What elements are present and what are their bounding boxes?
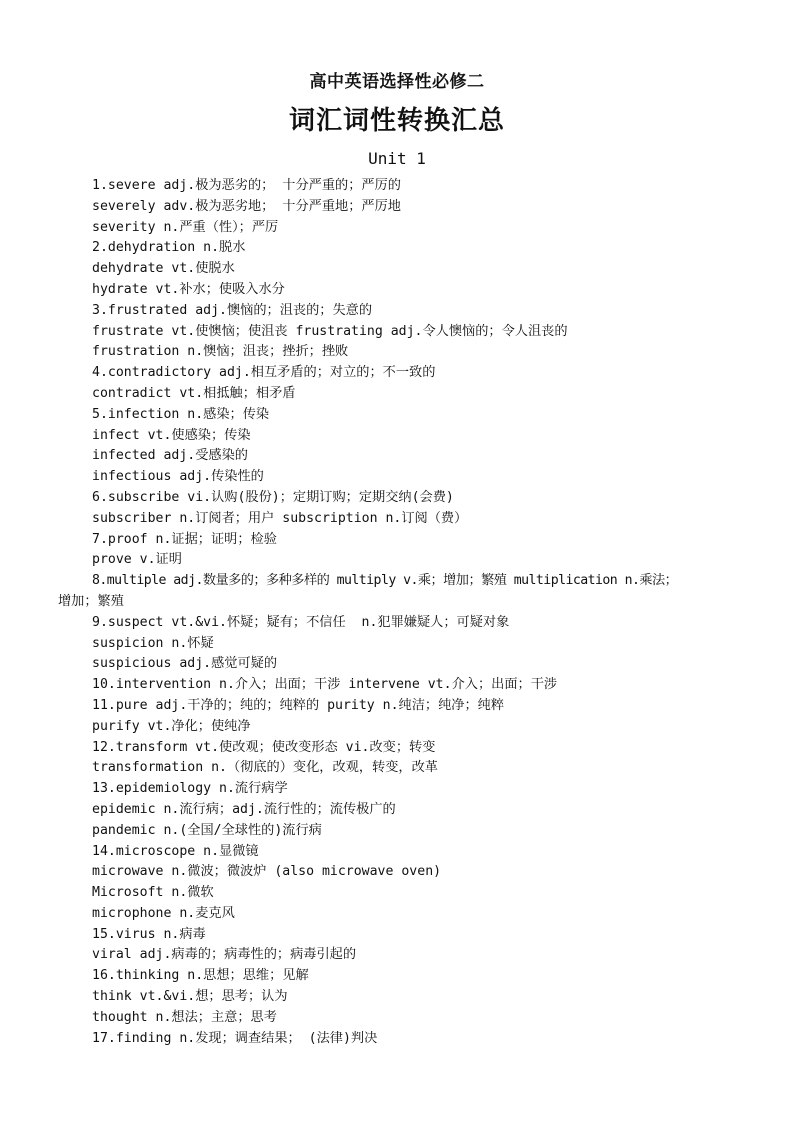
vocab-line: 4.contradictory adj.相互矛盾的；对立的；不一致的: [92, 365, 436, 381]
vocab-line: 12.transform vt.使改观；使改变形态 vi.改变；转变: [92, 739, 436, 755]
vocab-line: suspicious adj.感觉可疑的: [92, 656, 278, 672]
vocab-line: epidemic n.流行病；adj.流行性的；流传极广的: [92, 801, 396, 817]
vocab-line: microphone n.麦克风: [92, 905, 235, 921]
vocab-line: infect vt.使感染；传染: [92, 427, 251, 443]
vocab-line: 1.severe adj.极为恶劣的； 十分严重的；严厉的: [92, 178, 401, 193]
vocab-line: 5.infection n.感染；传染: [92, 406, 270, 422]
vocab-line: 17.finding n.发现；调查结果； (法律)判决: [92, 1030, 378, 1046]
vocab-line: pandemic n.(全国/全球性的)流行病: [92, 822, 322, 838]
vocab-line: 13.epidemiology n.流行病学: [92, 781, 288, 797]
vocab-line: 15.virus n.病毒: [92, 926, 206, 942]
vocab-line: frustration n.懊恼；沮丧；挫折；挫败: [92, 344, 349, 360]
vocab-line: contradict vt.相抵触；相矛盾: [92, 385, 296, 401]
vocab-line: severely adv.极为恶劣地； 十分严重地；严厉地: [92, 198, 401, 214]
vocab-line: 6.subscribe vi.认购(股份)；定期订购；定期交纳(会费): [92, 489, 454, 505]
vocab-line: 2.dehydration n.脱水: [92, 240, 246, 256]
vocab-line: 7.proof n.证据；证明；检验: [92, 531, 277, 547]
vocab-line: think vt.&vi.想；思考；认为: [92, 989, 288, 1005]
unit-heading: Unit 1: [368, 149, 426, 168]
vocab-line: prove v.证明: [92, 552, 182, 568]
vocab-line: severity n.严重（性）；严厉: [92, 219, 279, 235]
vocab-line: infected adj.受感染的: [92, 448, 248, 464]
vocab-line: 16.thinking n.思想；思维；见解: [92, 968, 309, 984]
vocab-line: viral adj.病毒的；病毒性的；病毒引起的: [92, 947, 357, 963]
document-subtitle: 高中英语选择性必修二: [309, 72, 485, 92]
vocab-line: Microsoft n.微软: [92, 885, 214, 901]
document-title: 词汇词性转换汇总: [288, 106, 505, 136]
vocab-line: dehydrate vt.使脱水: [92, 261, 235, 277]
vocab-line: 3.frustrated adj.懊恼的；沮丧的；失意的: [92, 302, 373, 318]
vocabulary-list: [0, 176, 794, 1049]
vocab-line: suspicion n.怀疑: [92, 635, 214, 651]
vocab-line: microwave n.微波；微波炉 (also microwave oven): [92, 864, 442, 880]
vocab-line: 14.microscope n.显微镜: [92, 843, 259, 859]
vocab-line: 8.multiple adj.数量多的；多种多样的 multiply v.乘；增加；繁殖 multiplication n.乘法；: [92, 573, 678, 589]
vocab-line: subscriber n.订阅者；用户 subscription n.订阅（费）: [92, 510, 468, 526]
vocab-line: purify vt.净化；使纯净: [92, 718, 251, 734]
vocab-line: transformation n.（彻底的）变化，改观，转变，改革: [92, 760, 438, 776]
vocab-line: hydrate vt.补水；使吸入水分: [92, 281, 285, 297]
vocab-line: infectious adj.传染性的: [92, 469, 264, 485]
vocab-line: frustrate vt.使懊恼；使沮丧 frustrating adj.令人懊恼的；令人沮丧的: [92, 323, 568, 339]
vocab-line-continuation: 增加；繁殖: [58, 593, 124, 609]
vocab-line: thought n.想法；主意；思考: [92, 1009, 277, 1025]
vocab-line: 10.intervention n.介入；出面；干涉 intervene vt.介入；出面；干涉: [92, 677, 558, 693]
vocab-line: 11.pure adj.干净的；纯的；纯粹的 purity n.纯洁；纯净；纯粹: [92, 697, 505, 713]
vocab-line: 9.suspect vt.&vi.怀疑；疑有；不信任 n.犯罪嫌疑人；可疑对象: [92, 614, 510, 630]
